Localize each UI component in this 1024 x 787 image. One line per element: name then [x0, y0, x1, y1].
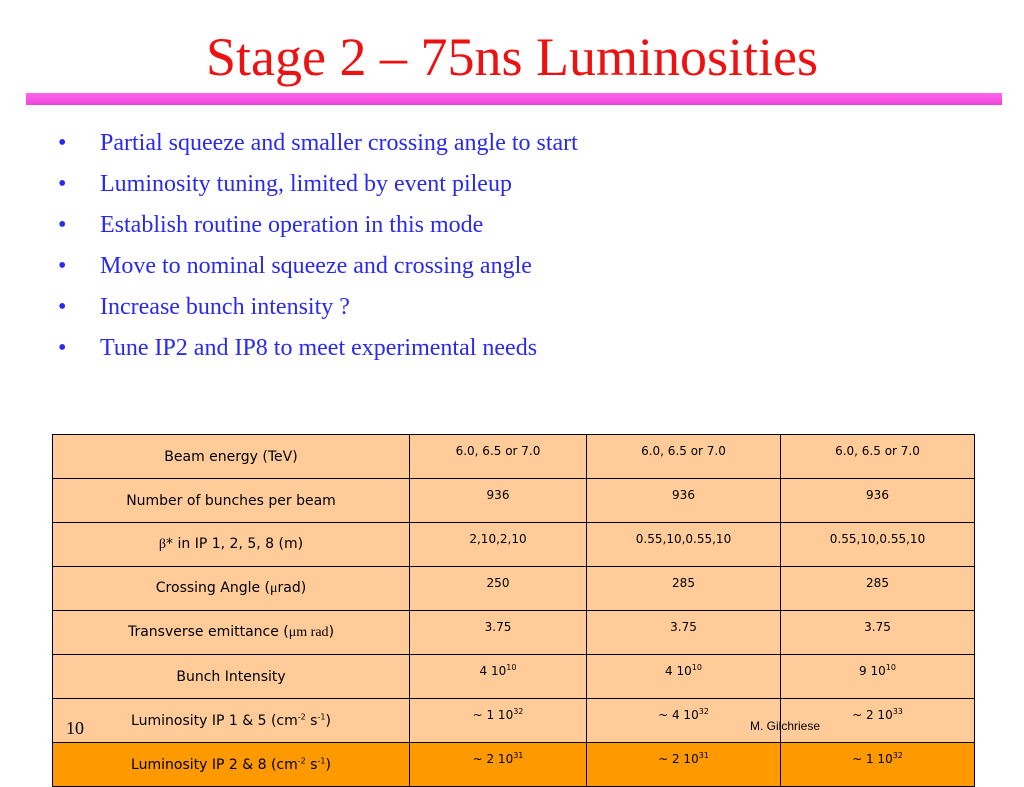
- bullet-dot-icon: •: [58, 130, 67, 156]
- cell-base: 4 10: [479, 664, 507, 678]
- bullet-text: Move to nominal squeeze and crossing angle: [100, 253, 532, 279]
- bullet-item: [58, 249, 578, 290]
- bullet-text: Increase bunch intensity ?: [100, 294, 350, 320]
- row-label-text: ): [328, 624, 335, 640]
- bullet-text: Establish routine operation in this mode: [100, 212, 484, 238]
- bullet-dot-icon: •: [58, 253, 67, 279]
- bullet-text: Partial squeeze and smaller crossing angle to start: [100, 130, 578, 156]
- cell-base: ~ 4 10: [658, 708, 699, 722]
- table-cell: [587, 655, 781, 699]
- row-label-text: Crossing Angle (: [155, 580, 271, 596]
- row-label-text: Luminosity IP 1 & 5 (cm: [131, 712, 298, 729]
- table-cell: 3.75: [410, 611, 587, 655]
- mu-symbol: μ: [270, 581, 278, 596]
- table-cell: 2,10,2,10: [410, 523, 587, 567]
- row-label-text: Transverse emittance (: [127, 624, 289, 640]
- bullet-item: [58, 290, 578, 331]
- table-cell: [587, 743, 781, 787]
- cell-exponent: 32: [698, 707, 709, 716]
- row-label-text: rad): [277, 580, 307, 596]
- table-cell: [410, 699, 587, 743]
- cell-exponent: 31: [513, 751, 524, 760]
- bullet-item: [58, 126, 578, 167]
- table-cell: 0.55,10,0.55,10: [587, 523, 781, 567]
- cell-exponent: 31: [698, 751, 709, 760]
- beta-symbol: β: [158, 537, 167, 552]
- table-cell: [410, 743, 587, 787]
- row-label: [53, 567, 410, 611]
- row-label: [53, 611, 410, 655]
- bullet-dot-icon: •: [58, 212, 67, 238]
- bullet-item: [58, 167, 578, 208]
- table-cell: 0.55,10,0.55,10: [781, 523, 975, 567]
- cell-exponent: 32: [892, 751, 903, 760]
- row-label-text: ): [325, 712, 331, 729]
- bullet-item: [58, 331, 578, 372]
- cell-base: ~ 2 10: [852, 708, 893, 722]
- page-number: 10: [66, 718, 84, 738]
- table-cell: [781, 743, 975, 787]
- cell-base: 4 10: [665, 664, 692, 678]
- table-cell: 250: [410, 567, 587, 611]
- row-label-text: s: [305, 712, 318, 729]
- row-label-text: s: [305, 756, 318, 773]
- table-row: [53, 611, 975, 655]
- cell-exponent: 10: [691, 663, 702, 672]
- cell-exponent: 33: [892, 707, 903, 716]
- table-cell: 936: [587, 479, 781, 523]
- row-label-text: Luminosity IP 2 & 8 (cm: [131, 756, 298, 773]
- table-cell: 6.0, 6.5 or 7.0: [781, 435, 975, 479]
- bullet-text: Tune IP2 and IP8 to meet experimental needs: [100, 335, 538, 361]
- bullet-dot-icon: •: [58, 171, 67, 197]
- table-row: [53, 435, 975, 479]
- cell-base: ~ 2 10: [658, 752, 699, 766]
- parameters-table: [52, 434, 975, 787]
- table-cell: [410, 655, 587, 699]
- table-cell: 3.75: [781, 611, 975, 655]
- author-credit: M. Gilchriese: [750, 719, 821, 733]
- row-label-text: ): [325, 756, 331, 773]
- table-cell: 936: [781, 479, 975, 523]
- label-exponent: -1: [317, 755, 326, 765]
- table-row: [53, 523, 975, 567]
- bullet-item: [58, 208, 578, 249]
- row-label: Number of bunches per beam: [53, 479, 410, 523]
- cell-base: ~ 2 10: [472, 752, 514, 766]
- bullet-list: [58, 126, 578, 372]
- cell-base: 9 10: [859, 664, 886, 678]
- table-row: [53, 655, 975, 699]
- row-label: [53, 743, 410, 787]
- cell-base: ~ 1 10: [472, 708, 514, 722]
- slide-title: Stage 2 – 75ns Luminosities: [206, 27, 818, 87]
- table-cell: 285: [781, 567, 975, 611]
- table-cell: 6.0, 6.5 or 7.0: [410, 435, 587, 479]
- table-cell: [781, 655, 975, 699]
- table-cell: 936: [410, 479, 587, 523]
- table-row: [53, 479, 975, 523]
- emittance-unit: μm rad: [288, 625, 329, 640]
- cell-exponent: 32: [513, 707, 524, 716]
- row-label: [53, 699, 410, 743]
- table-cell: 6.0, 6.5 or 7.0: [587, 435, 781, 479]
- table-row: [53, 567, 975, 611]
- label-exponent: -1: [317, 711, 326, 721]
- row-label: [53, 523, 410, 567]
- bullet-dot-icon: •: [58, 335, 67, 361]
- bullet-dot-icon: •: [58, 294, 67, 320]
- bullet-text: Luminosity tuning, limited by event pileup: [100, 171, 512, 197]
- cell-base: ~ 1 10: [852, 752, 893, 766]
- table-row-highlighted: [53, 743, 975, 787]
- label-exponent: -2: [297, 711, 306, 721]
- table-cell: 3.75: [587, 611, 781, 655]
- cell-exponent: 10: [506, 663, 517, 672]
- row-label: Beam energy (TeV): [53, 435, 410, 479]
- label-exponent: -2: [297, 755, 306, 765]
- cell-exponent: 10: [885, 663, 896, 672]
- row-label: Bunch Intensity: [53, 655, 410, 699]
- row-label-text: * in IP 1, 2, 5, 8 (m): [166, 536, 304, 552]
- table-cell: 285: [587, 567, 781, 611]
- title-divider: [26, 93, 1002, 105]
- table-row: [53, 699, 975, 743]
